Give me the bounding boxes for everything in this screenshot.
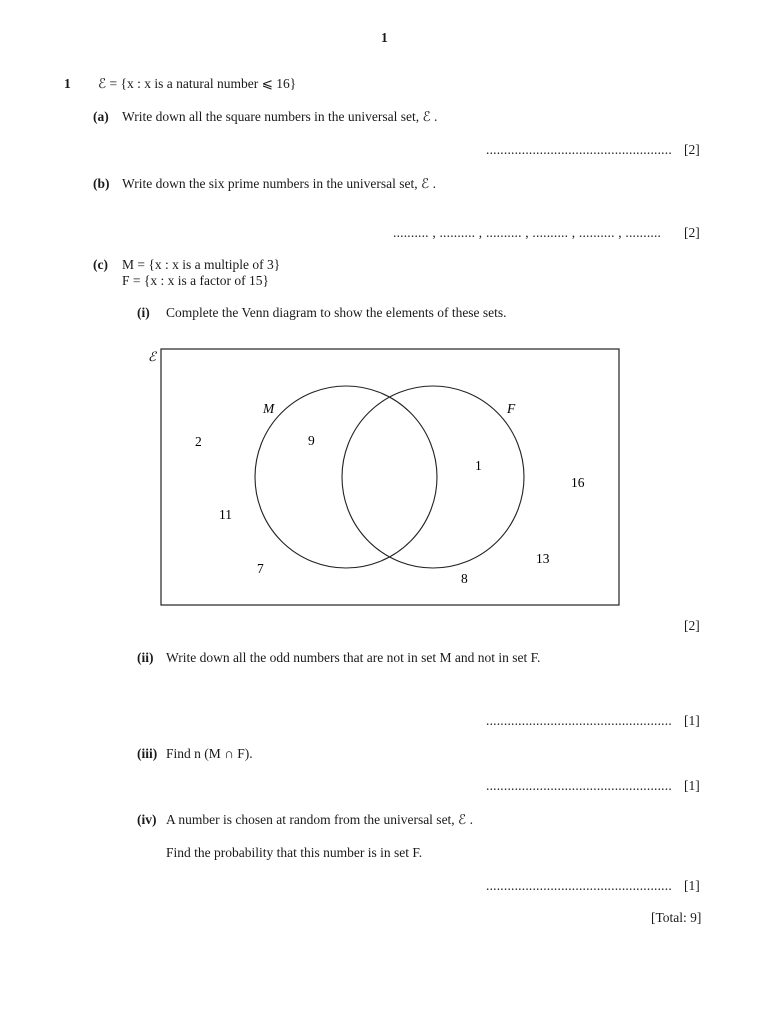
- universal-set-rectangle[interactable]: [161, 349, 619, 605]
- part-c-iii-label: (iii): [137, 746, 158, 761]
- total-marks: [Total: 9]: [651, 910, 702, 925]
- set-m-definition: M = {x : x is a multiple of 3}: [122, 257, 281, 272]
- part-a-label: (a): [93, 109, 109, 124]
- venn-number-9: 9: [308, 433, 315, 448]
- part-c-iv-text-2: Find the probability that this number is in set F.: [166, 845, 423, 860]
- question-number: 1: [64, 76, 71, 91]
- part-c-iii-marks: [1]: [684, 778, 700, 793]
- universal-set-definition: ℰ = {x : x is a natural number ⩽ 16}: [98, 76, 297, 91]
- part-b-text: Write down the six prime numbers in the universal set, ℰ .: [122, 176, 436, 191]
- page-number: 1: [381, 30, 388, 45]
- part-c-label: (c): [93, 257, 108, 272]
- part-b-label: (b): [93, 176, 110, 191]
- venn-number-2: 2: [195, 434, 202, 449]
- part-c-iv-marks: [1]: [684, 878, 700, 893]
- set-f-circle[interactable]: [342, 386, 524, 568]
- venn-number-13: 13: [536, 551, 550, 566]
- part-c-iv-text: A number is chosen at random from the universal set, ℰ .: [166, 812, 473, 827]
- set-m-label: M: [263, 401, 275, 416]
- set-f-label: F: [507, 401, 516, 416]
- part-c-ii-label: (ii): [137, 650, 154, 665]
- set-m-circle[interactable]: [255, 386, 437, 568]
- set-f-definition: F = {x : x is a factor of 15}: [122, 273, 269, 288]
- venn-number-1: 1: [475, 458, 482, 473]
- part-b-marks: [2]: [684, 225, 700, 240]
- part-c-i-label: (i): [137, 305, 150, 320]
- part-c-ii-marks: [1]: [684, 713, 700, 728]
- part-c-ii-text: Write down all the odd numbers that are not in set M and not in set F.: [166, 650, 541, 665]
- part-c-i-marks: [2]: [684, 618, 700, 633]
- part-b-answer-line[interactable]: .......... , .......... , .......... , .......... , .......... , ..........: [393, 225, 662, 240]
- venn-number-11: 11: [219, 507, 232, 522]
- part-a-marks: [2]: [684, 142, 700, 157]
- part-c-iv-answer-line[interactable]: ....................................................: [486, 878, 672, 893]
- venn-number-16: 16: [571, 475, 585, 490]
- part-c-iii-text: Find n (M ∩ F).: [166, 746, 253, 761]
- part-c-iii-answer-line[interactable]: ....................................................: [486, 778, 672, 793]
- universal-set-symbol: ℰ: [148, 349, 156, 364]
- venn-number-7: 7: [257, 561, 264, 576]
- part-a-answer-line[interactable]: ....................................................: [486, 142, 672, 157]
- part-c-ii-answer-line[interactable]: ....................................................: [486, 713, 672, 728]
- venn-number-8: 8: [461, 571, 468, 586]
- part-a-text: Write down all the square numbers in the universal set, ℰ .: [122, 109, 438, 124]
- part-c-i-text: Complete the Venn diagram to show the elements of these sets.: [166, 305, 507, 320]
- part-c-iv-label: (iv): [137, 812, 157, 827]
